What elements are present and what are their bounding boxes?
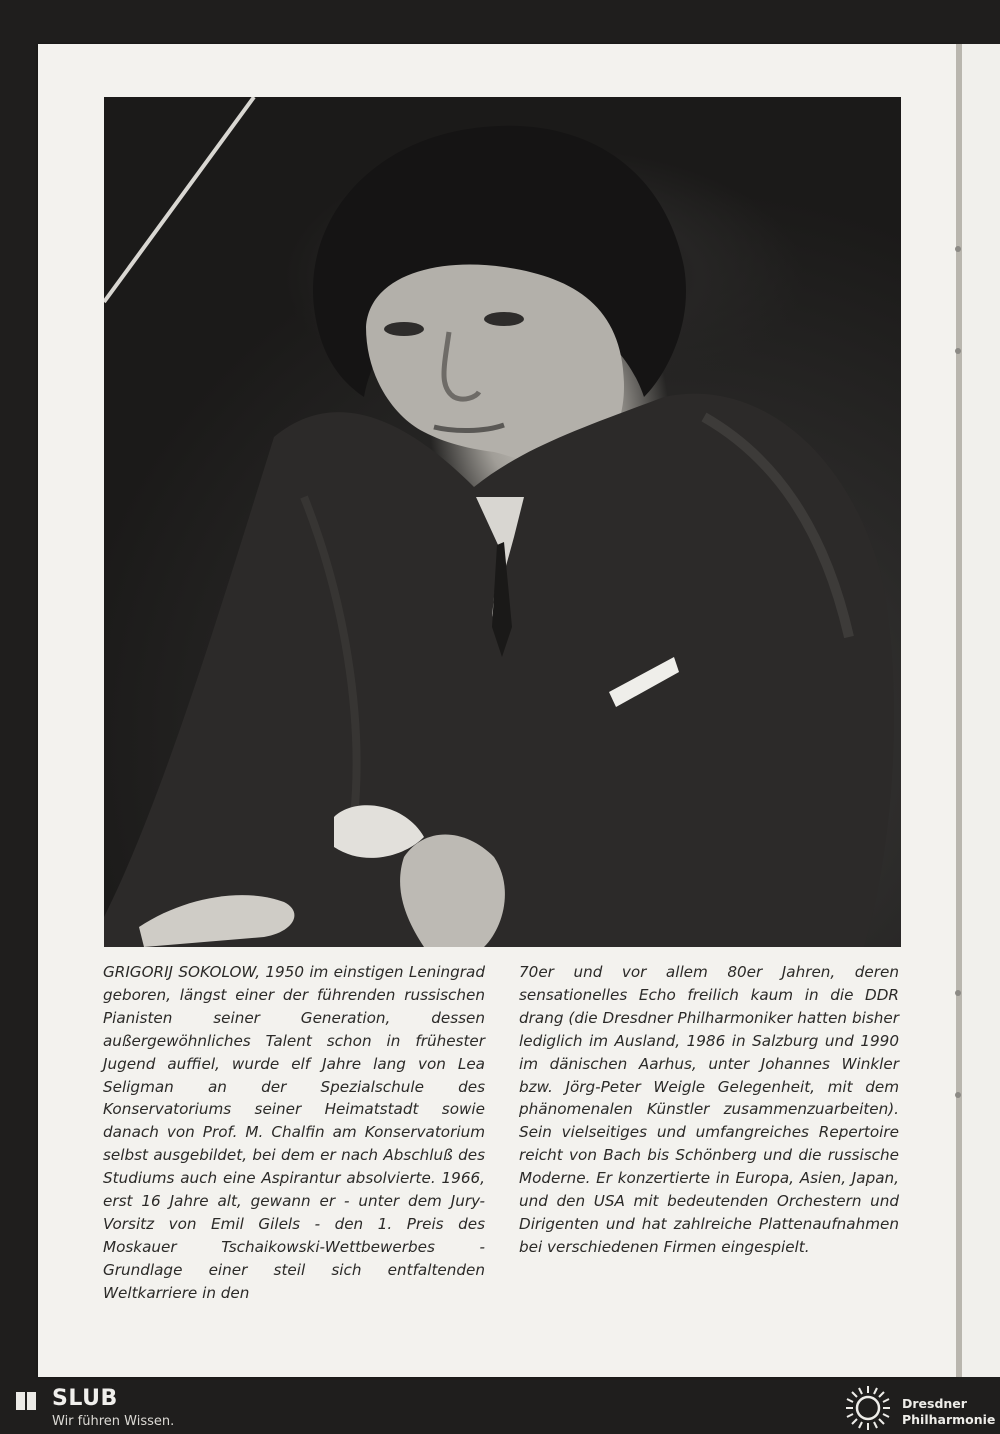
biography-text-left: GRIGORIJ SOKOLOW, 1950 im einstigen Leningrad geboren, längst einer der führenden russischen Pianisten seiner Generation, dessen außergewöhnliches Talent schon in frühester Jugend auffiel, wurde elf Jahre lang von Lea Seligman an der Spezialschule des Konservatoriums seiner Heimatstadt sowie danach von Prof. M. Chalfin am Konservatorium selbst ausgebildet, bei dem er nach Abschluß des Studiums auch eine Aspirantur absolvierte. 1966, erst 16 Jahre alt, gewann er - unter dem Jury-Vorsitz von Emil Gilels - den 1. Preis des Moskauer Tschaikowski-Wettbewerbes - Grundlage einer steil sich entfaltenden Weltkarriere in den [103, 963, 485, 1302]
library-tagline: Wir führen Wissen. [52, 1414, 175, 1429]
partner-name-line2[interactable]: Philharmonie [902, 1412, 996, 1427]
biography-text-right: 70er und vor allem 80er Jahren, deren sensationelles Echo freilich kaum in die DDR drang (die Dresdner Philharmoniker hatten bisher lediglich im Ausland, 1986 in Salzburg und 1990 im dänischen Aarhus, unter Johannes Winkler bzw. Jörg-Peter Weigle Gelegenheit, mit dem phänomenalen Künstler zusammenzuarbeiten). Sein vielseitiges und umfangreiches Repertoire reicht von Bach bis Schönberg und die russische Moderne. Er konzertierte in Europa, Asien, Japan, und den USA mit bedeutenden Orchestern und Dirigenten und hat zahlreiche Plattenaufnahmen bei verschiedenen Firmen eingespielt. [519, 963, 899, 1256]
piano-lid-edge [104, 97, 254, 302]
staple-hole [955, 1092, 961, 1098]
book-icon [15, 1390, 37, 1412]
portrait-illustration [104, 97, 901, 947]
sunburst-logo [842, 1384, 894, 1432]
next-page-edge [962, 44, 1000, 1377]
staple-hole [955, 348, 961, 354]
library-name[interactable]: SLUB [52, 1386, 118, 1411]
left-eye [384, 322, 424, 336]
right-eye [484, 312, 524, 326]
partner-name-line1[interactable]: Dresdner [902, 1396, 967, 1411]
staple-hole [955, 246, 961, 252]
staple-hole [955, 990, 961, 996]
portrait-photo [104, 97, 901, 947]
